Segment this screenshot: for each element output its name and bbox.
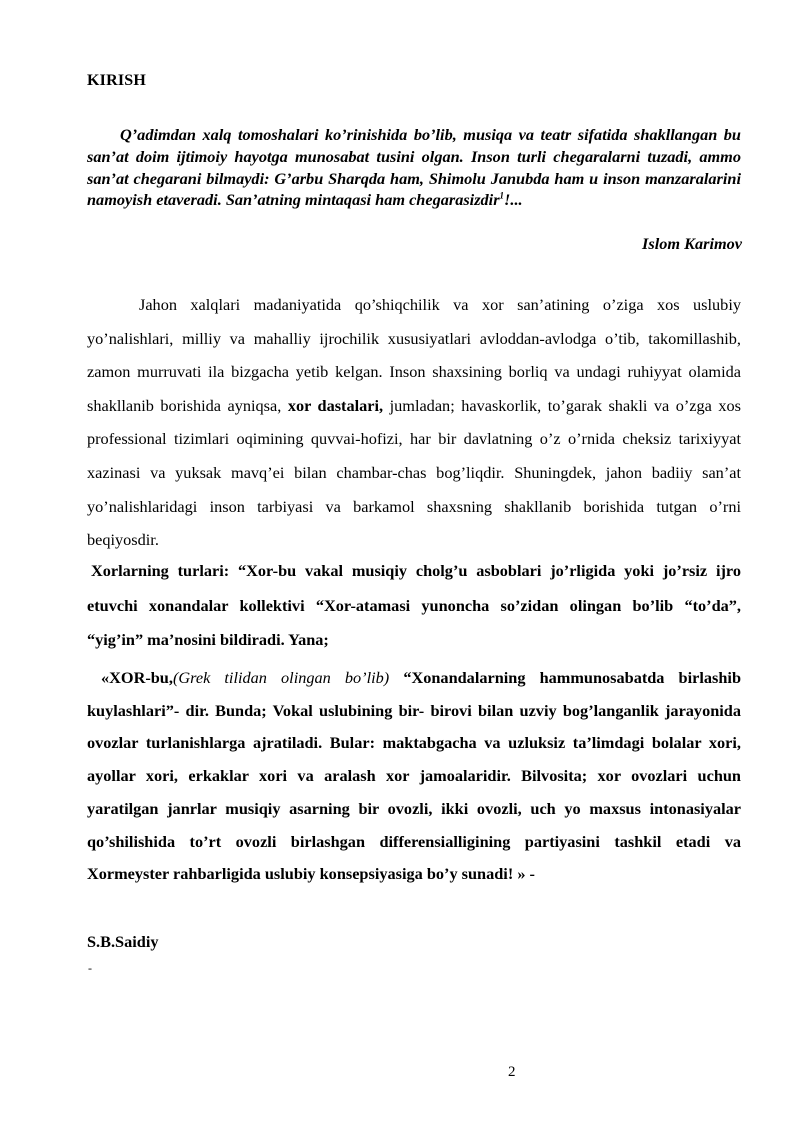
paragraph-3-lead: «XOR-bu, bbox=[101, 668, 173, 687]
footnote-reference: 1 bbox=[499, 190, 505, 201]
epigraph-text: Q’adimdan xalq tomoshalari ko’rinishida bo’lib, musiqa va teatr sifatida shakllangan bu san’at doim ijtimoiy hayotga munosabat tusini olgan. Inson turli chegaralarni tuzadi, ammo san’at chegarani bilmaydi: G’arbu Sharqda ham, Shimolu Janubda ham u inson manzaralarini namoyish etaveradi. San’atning mintaqasi ham chegarasizdir bbox=[87, 125, 741, 210]
body-paragraph-3 bbox=[87, 662, 741, 891]
epigraph-author: Islom Karimov bbox=[642, 234, 742, 253]
body-paragraph-1 bbox=[87, 288, 741, 557]
paragraph-3-text: “Xonandalarning hammunosabatda birlashib kuylashlari”- dir. Bunda; Vokal uslubining bir- birovi bilan uzviy bog’langanlik jarayonida ovozlar turlanishlarga ajratiladi. Bular: maktabgacha va uzluksiz ta’limdagi bolalar xori, ayollar xori, erkaklar xori va aralash xor jamoalaridir. Bilvosita; xor ovozlari uchun yaratilgan janrlar musiqiy asarning bir ovozli, ikki ovozli, uch yo maxsus intonasiyalar qo’shilishida to’rt ovozli birlashgan differensialligining partiyasini tashkil etadi va Xormeyster rahbarligida uslubiy konsepsiyasiga bo’y sunadi! » bbox=[87, 668, 741, 884]
body-paragraph-2: Xorlarning turlari: “Xor-bu vakal musiqiy cholg’u asboblari jo’rligida yoki jo’rsiz ijro etuvchi xonandalar kollektivi “Xor-atamasi yunoncha so’zidan olingan bo’lib “to’da”, “yig’in” ma’nosini bildiradi. Yana; bbox=[87, 561, 741, 649]
paragraph-3-dash: - bbox=[529, 864, 535, 884]
page-number: 2 bbox=[508, 1064, 516, 1080]
paragraph-1-bold-term: xor dastalari, bbox=[287, 395, 384, 415]
epigraph-ending: !... bbox=[504, 190, 523, 210]
paragraph-1-text-a: Jahon xalqlari madaniyatida qo’shiqchilik va xor san’atining o’ziga xos uslubiy yo’nalishlari, milliy va mahalliy ijrochilik xususiyatlari avloddan-avlodga o’tib, takomillashib, zamon murruvati ila bizgacha yetib kelgan. Inson shaxsining borliq va undagi ruhiyyat olamida shakllanib borishida ayniqsa, bbox=[87, 295, 741, 415]
author-signature: S.B.Saidiy bbox=[87, 932, 159, 951]
paragraph-3-italic: (Grek tilidan olingan bo’lib) bbox=[172, 668, 390, 687]
footnote-separator: - bbox=[88, 961, 92, 975]
paragraph-1-text-b: jumladan; havaskorlik, to’garak shakli va o’zga xos professional tizimlari oqimining quvvai-hofizi, har bir davlatning o’z o’rnida cheksiz tarixiyyat xazinasi va yuksak mavq’ei bilan chambar-chas bog’liqdir. Shuningdek, jahon badiiy san’at yo’nalishlaridagi inson tarbiyasi va barkamol shaxsning shakllanib borishida tutgan o’rni beqiyosdir. bbox=[87, 395, 741, 550]
epigraph-quote bbox=[87, 124, 741, 211]
section-heading: KIRISH bbox=[87, 72, 146, 89]
